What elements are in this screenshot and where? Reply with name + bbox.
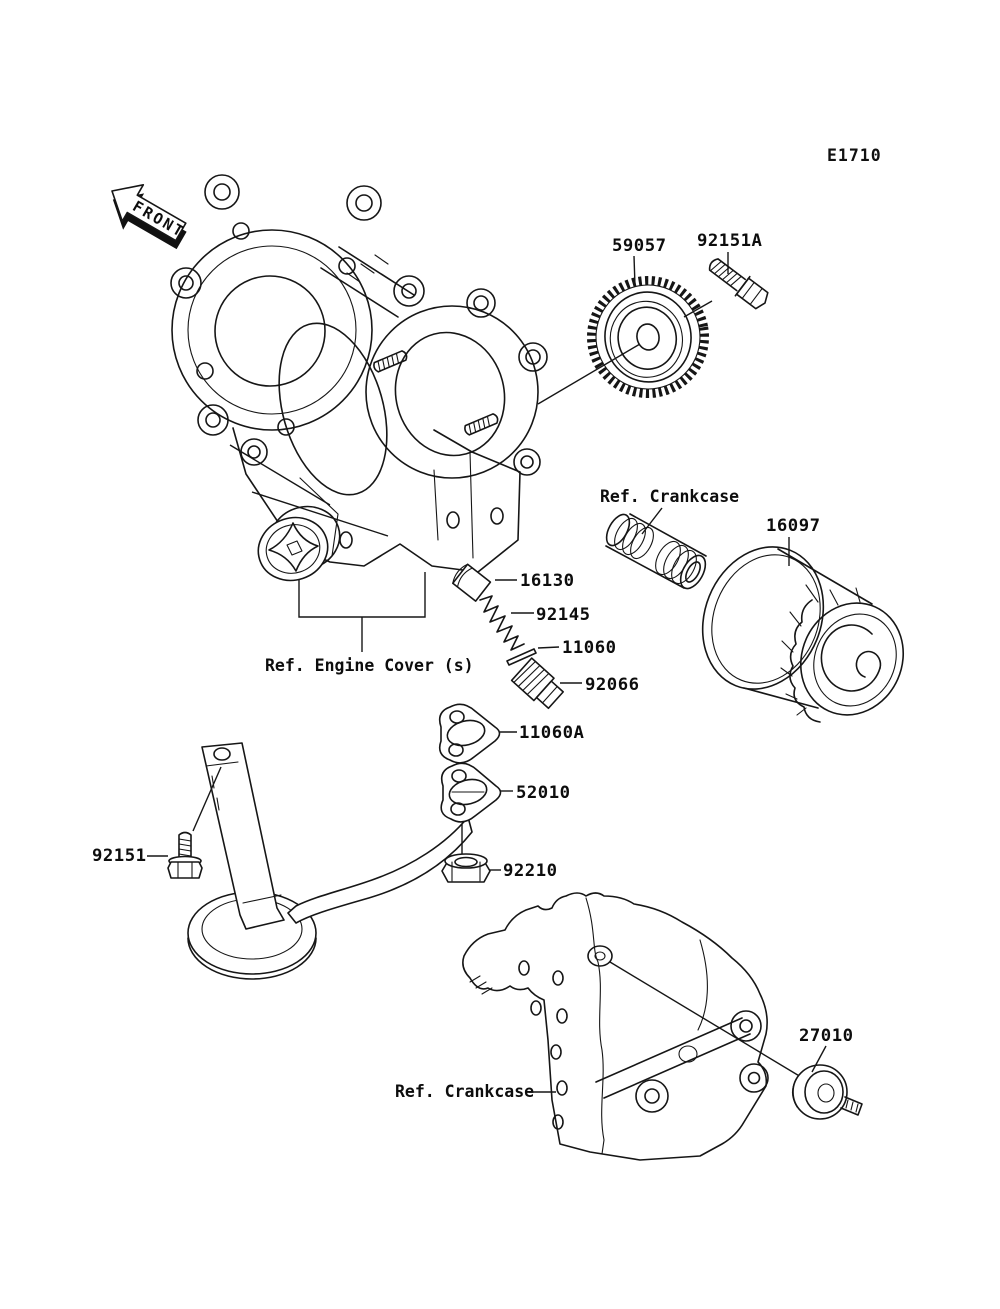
diagram-code: E1710 xyxy=(827,146,882,165)
plug-16130-drawing xyxy=(450,562,490,601)
part-number-59057[interactable]: 59057 xyxy=(612,236,667,256)
part-number-92210[interactable]: 92210 xyxy=(503,861,558,881)
rotor-fit-line xyxy=(230,445,330,505)
part-number-16130[interactable]: 16130 xyxy=(520,571,575,591)
part-number-11060a[interactable]: 11060A xyxy=(519,723,585,743)
front-direction-marker xyxy=(98,173,196,258)
engine-cover-drawing xyxy=(171,175,547,572)
bolt-92151a-drawing xyxy=(704,253,772,312)
ref-label-crankcase-bottom: Ref. Crankcase xyxy=(395,1082,535,1101)
part-number-27010[interactable]: 27010 xyxy=(799,1026,854,1046)
pressure-switch-drawing xyxy=(793,1065,863,1119)
leader-line-engine-cover xyxy=(299,572,425,617)
stud-icon xyxy=(463,413,499,436)
pickup-flange-52010-drawing xyxy=(441,763,500,822)
leader-line-11060 xyxy=(538,647,559,648)
oil-pump-rotor-drawing xyxy=(250,498,348,590)
crankcase-drawing xyxy=(463,893,768,1160)
ref-label-engine-cover: Ref. Engine Cover (s) xyxy=(265,656,474,675)
part-number-92151[interactable]: 92151 xyxy=(92,846,147,866)
part-number-92066[interactable]: 92066 xyxy=(585,675,640,695)
ref-label-crankcase-top: Ref. Crankcase xyxy=(600,487,740,506)
spring-92145-drawing xyxy=(480,596,524,650)
gear-drawing xyxy=(583,272,714,403)
oil-pipe-drawing xyxy=(602,511,711,593)
leader-line-59057 xyxy=(634,256,635,286)
gasket-11060a-drawing xyxy=(440,704,500,763)
part-number-11060[interactable]: 11060 xyxy=(562,638,617,658)
part-number-92145[interactable]: 92145 xyxy=(536,605,591,625)
part-number-92151a[interactable]: 92151A xyxy=(697,231,763,251)
bolt-92151-drawing xyxy=(168,833,202,879)
part-number-16097[interactable]: 16097 xyxy=(766,516,821,536)
oil-filter-drawing xyxy=(682,529,921,732)
part-number-52010[interactable]: 52010 xyxy=(516,783,571,803)
stud-icon xyxy=(372,350,408,373)
nut-92210-drawing xyxy=(442,854,490,882)
plug-92066-drawing xyxy=(512,658,566,711)
front-label: FRONT xyxy=(129,197,189,242)
